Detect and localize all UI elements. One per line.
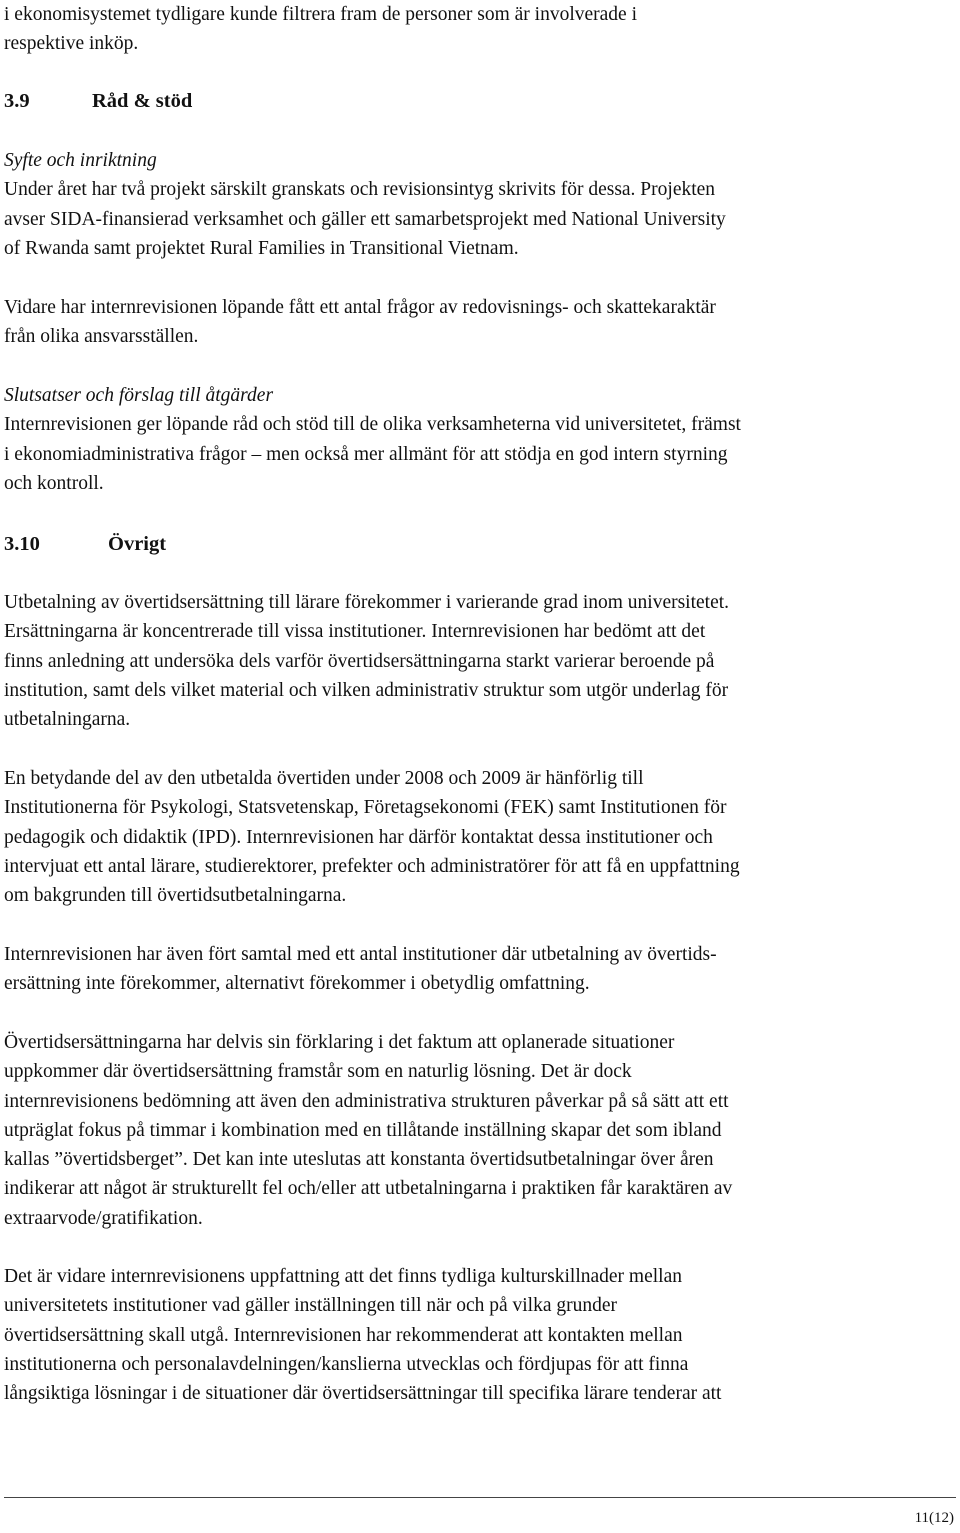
text-line: indikerar att något är strukturellt fel och/eller att utbetalningarna i praktiken får karaktären av (4, 1178, 733, 1200)
text-line: Det är vidare internrevisionens uppfattning att det finns tydliga kulturskillnader mellan (4, 1266, 682, 1287)
text-line: intervjuat ett antal lärare, studierektorer, prefekter och administratörer för att få en uppfattning (4, 855, 740, 877)
page-number: 11(12) (914, 1510, 954, 1526)
text-line: kallas ”övertidsberget”. Det kan inte uteslutas att konstanta övertidsutbetalningar över åren (4, 1149, 714, 1171)
paragraph (4, 1262, 954, 1408)
text-line: of Rwanda samt projektet Rural Families in Transitional Vietnam. (4, 237, 519, 259)
section-title: Övrigt (108, 533, 167, 555)
footer-divider (4, 1497, 956, 1498)
text-line: En betydande del av den utbetalda övertiden under 2008 och 2009 är hänförlig till (4, 768, 644, 789)
text-line: institution, samt dels vilket material och vilken administrativ struktur som utgör underlag för (4, 679, 729, 701)
section-number: 3.10 (4, 533, 40, 555)
section-heading-3-10 (4, 530, 166, 559)
text-line: övertidsersättning skall utgå. Internrevisionen har rekommenderat att kontakten mellan (4, 1324, 683, 1346)
text-line: extraarvode/gratifikation. (4, 1207, 203, 1229)
text-line: Utbetalning av övertidsersättning till lärare förekommer i varierande grad inom universitetet. (4, 592, 730, 613)
text-line: Vidare har internrevisionen löpande fått ett antal frågor av redovisnings- och skattekaraktär (4, 297, 716, 318)
text-line: i ekonomisystemet tydligare kunde filtrera fram de personer som är involverade i (4, 4, 637, 25)
paragraph (4, 764, 954, 910)
paragraph (4, 940, 954, 999)
text-line: Övertidsersättningarna har delvis sin förklaring i det faktum att oplanerade situationer (4, 1032, 675, 1053)
text-line: långsiktiga lösningar i de situationer där övertidsersättningar till specifika lärare tenderar att (4, 1383, 722, 1405)
text-line: institutionerna och personalavdelningen/kanslierna utvecklas och fördjupas för att finna (4, 1353, 689, 1375)
paragraph (4, 381, 954, 498)
text-line: ersättning inte förekommer, alternativt förekommer i obetydlig omfattning. (4, 973, 590, 995)
text-line: och kontroll. (4, 472, 104, 494)
text-line: uppkommer där övertidsersättning framstår som en naturlig lösning. Det är dock (4, 1061, 632, 1083)
text-line: respektive inköp. (4, 33, 139, 55)
text-line: Institutionerna för Psykologi, Statsvetenskap, Företagsekonomi (FEK) samt Institutionen för (4, 797, 727, 819)
text-line: Internrevisionen har även fört samtal med ett antal institutioner där utbetalning av övertids- (4, 944, 717, 965)
text-line: avser SIDA-finansierad verksamhet och gäller ett samarbetsprojekt med National University (4, 208, 726, 230)
paragraph (4, 146, 954, 263)
text-line: internrevisionens bedömning att även den administrativa strukturen påverkar på så sätt att ett (4, 1090, 729, 1112)
text-line: utpräglat fokus på timmar i kombination med en tillåtande inställning skapar det som ibland (4, 1119, 722, 1141)
subheading: Slutsatser och förslag till åtgärder (4, 385, 274, 406)
text-line: i ekonomiadministrativa frågor – men också mer allmänt för att stödja en god intern styrning (4, 443, 728, 465)
text-line: universitetets institutioner vad gäller inställningen till när och på vilka grunder (4, 1295, 618, 1317)
paragraph (4, 0, 954, 59)
text-line: om bakgrunden till övertidsutbetalningarna. (4, 885, 347, 907)
text-line: Under året har två projekt särskilt granskats och revisionsintyg skrivits för dessa. Projekten (4, 179, 716, 201)
subheading: Syfte och inriktning (4, 150, 157, 171)
text-line: pedagogik och didaktik (IPD). Internrevisionen har därför kontaktat dessa institutioner och (4, 826, 713, 848)
text-line: Internrevisionen ger löpande råd och stöd till de olika verksamheterna vid universitetet, främst (4, 414, 741, 436)
text-line: finns anledning att undersöka dels varför övertidsersättningarna starkt varierar beroende på (4, 650, 715, 672)
text-line: Ersättningarna är koncentrerade till vissa institutioner. Internrevisionen har bedömt att det (4, 621, 706, 643)
paragraph (4, 588, 954, 734)
paragraph (4, 293, 954, 352)
text-line: från olika ansvarsställen. (4, 326, 199, 348)
section-heading-3-9 (4, 87, 192, 116)
section-number: 3.9 (4, 90, 30, 112)
text-line: utbetalningarna. (4, 709, 131, 731)
paragraph (4, 1028, 954, 1233)
section-title: Råd & stöd (92, 90, 193, 112)
